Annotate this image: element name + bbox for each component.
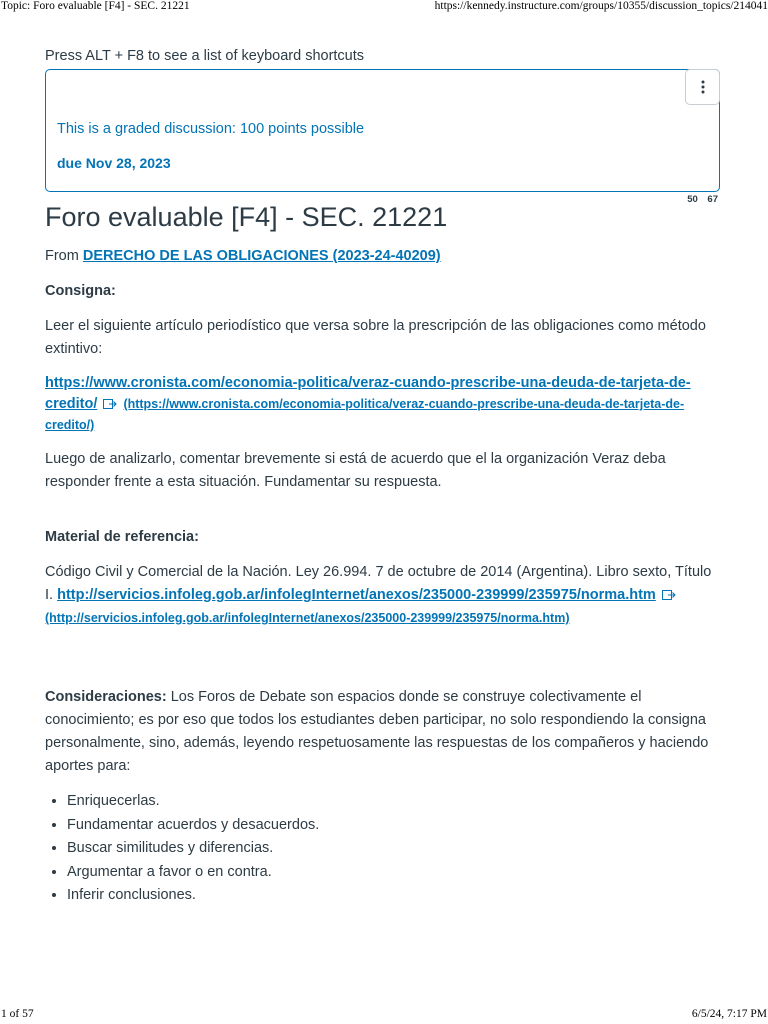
infoleg-link-full[interactable]: (http://servicios.infoleg.gob.ar/infolegInternet/anexos/235000-239999/235975/norma.htm) — [45, 611, 570, 625]
article-link[interactable]: https://www.cronista.com/economia-politica/veraz-cuando-prescribe-una-deuda-de-tarjeta-de-credito/ — [45, 375, 691, 412]
total-count: 67 — [707, 194, 718, 205]
from-line — [45, 245, 717, 268]
consigna-label: Consigna: — [45, 283, 116, 299]
unread-count: 50 — [687, 194, 698, 205]
material-text-paragraph — [45, 561, 717, 630]
print-header-title: Topic: Foro evaluable [F4] - SEC. 21221 — [1, 0, 190, 12]
list-item: • Inferir conclusiones. — [67, 884, 717, 908]
kebab-icon — [701, 80, 705, 94]
discussion-options-button[interactable] — [685, 69, 720, 105]
article-link-paragraph — [45, 373, 717, 436]
from-label: From — [45, 248, 79, 264]
graded-discussion-box — [45, 69, 720, 192]
external-link-icon — [662, 590, 676, 600]
material-text: Código Civil y Comercial de la Nación. Ley 26.994. 7 de octubre de 2014 (Argentina). Libro sexto, Título I. — [45, 564, 712, 603]
list-item: • Argumentar a favor o en contra. — [67, 861, 717, 885]
consideraciones-label: Consideraciones: — [45, 689, 167, 705]
print-datetime: 6/5/24, 7:17 PM — [691, 1008, 767, 1020]
due-date: due Nov 28, 2023 — [57, 155, 171, 171]
list-item: • Enriquecerlas. — [67, 790, 717, 814]
material-label: Material de referencia: — [45, 529, 199, 545]
consideraciones-text: Los Foros de Debate son espacios donde se construye colectivamente el conocimiento; es por eso que todos los estudiantes deben participar, no solo respondiendo la consigna personalmente, sino, además, leyendo respetuosamente las respuestas de los compañeros y haciendo aportes para: — [45, 689, 709, 774]
list-item: • Fundamentar acuerdos y desacuerdos. — [67, 814, 717, 838]
list-item: • Buscar similitudes y diferencias. — [67, 837, 717, 861]
discussion-body — [45, 245, 717, 908]
reply-counts — [680, 194, 718, 205]
consigna-text: Leer el siguiente artículo periodístico que versa sobre la prescripción de las obligaciones como método extintivo: — [45, 318, 706, 357]
page-number: 1 of 57 — [1, 1008, 34, 1020]
external-link-icon — [103, 399, 117, 409]
print-footer — [0, 1008, 768, 1024]
article-link-full[interactable]: (https://www.cronista.com/economia-politica/veraz-cuando-prescribe-una-deuda-de-tarjeta-de-credito/) — [45, 397, 685, 432]
page-title: Foro evaluable [F4] - SEC. 21221 — [45, 202, 448, 232]
graded-discussion-text: This is a graded discussion: 100 points possible — [57, 121, 365, 137]
consigna-instructions: Luego de analizarlo, comentar brevemente si está de acuerdo que el la organización Veraz deba responder frente a esta situación. Fundamentar su respuesta. — [45, 451, 666, 490]
course-link[interactable]: DERECHO DE LAS OBLIGACIONES (2023-24-40209) — [82, 248, 441, 264]
consideraciones-list — [45, 790, 717, 908]
print-header — [0, 0, 768, 16]
keyboard-shortcuts-hint: Press ALT + F8 to see a list of keyboard shortcuts — [45, 48, 365, 64]
infoleg-link[interactable]: http://servicios.infoleg.gob.ar/infolegInternet/anexos/235000-239999/235975/norma.htm — [57, 587, 656, 603]
print-header-url: https://kennedy.instructure.com/groups/10355/discussion_topics/214041 — [434, 0, 768, 12]
consideraciones-paragraph — [45, 686, 717, 778]
